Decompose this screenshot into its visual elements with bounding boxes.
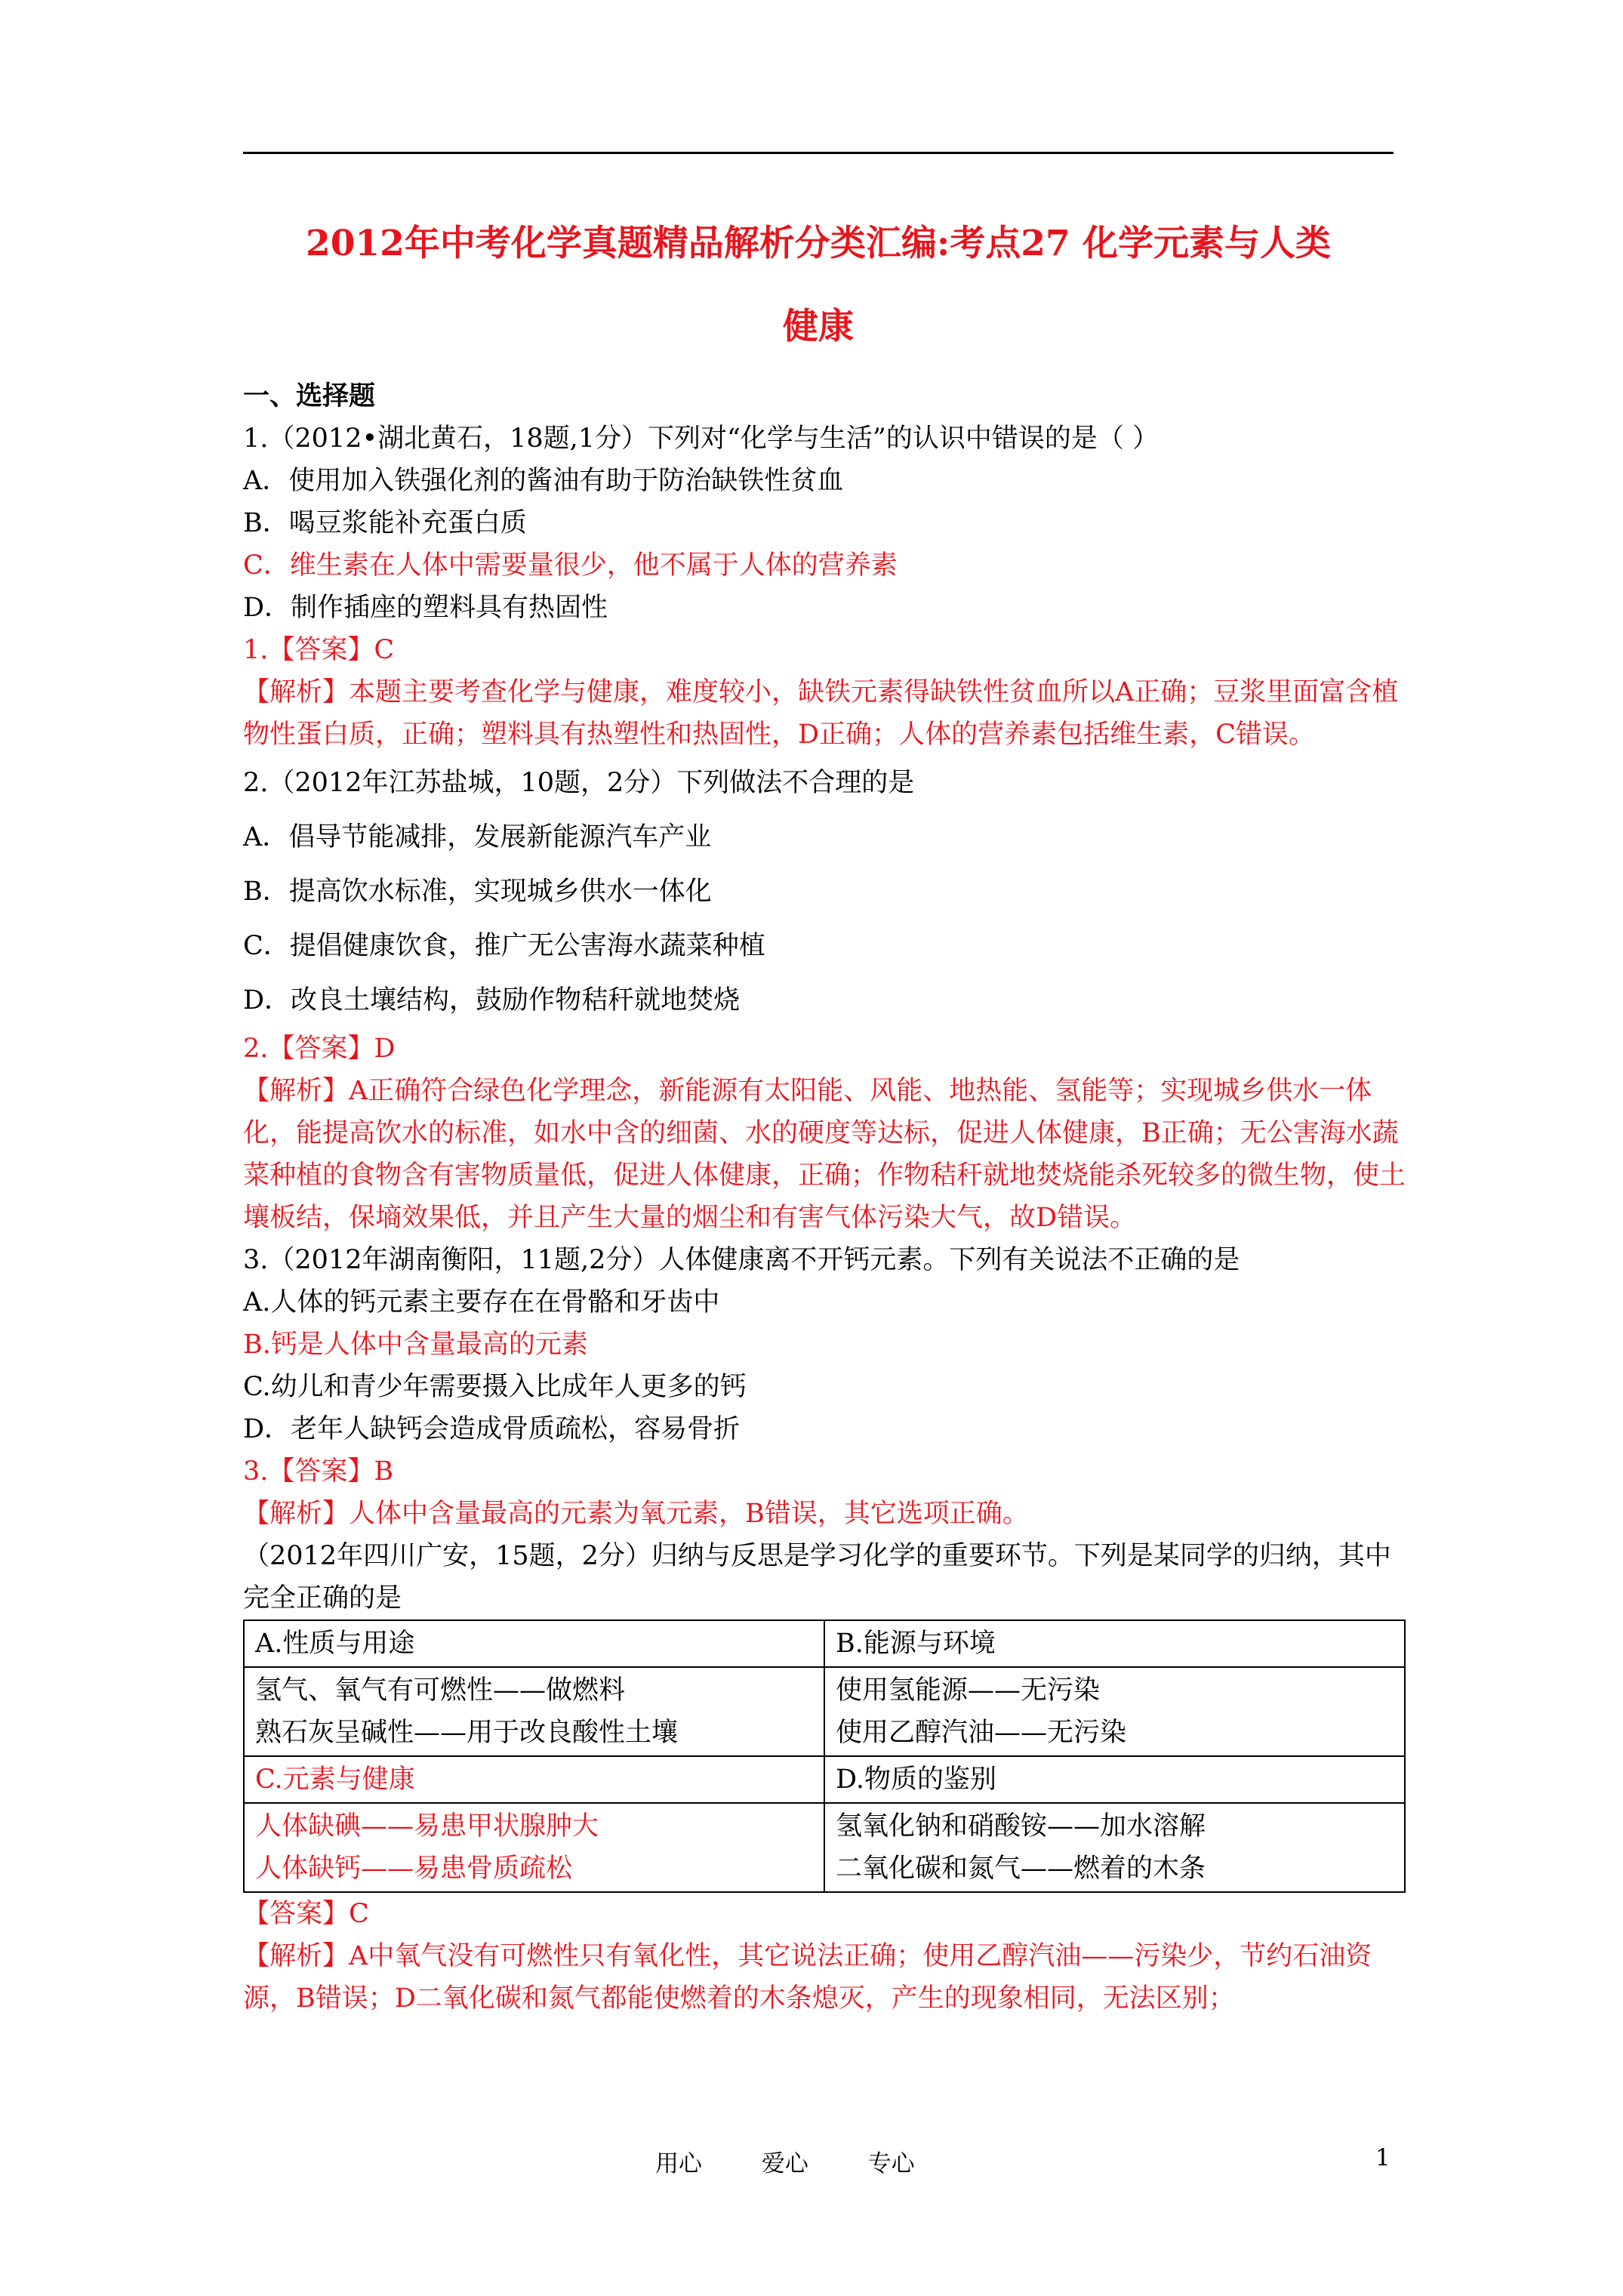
q2-option-a: A．倡导节能减排，发展新能源汽车产业 — [243, 822, 712, 852]
document-title-line-1: 2012年中考化学真题精品解析分类汇编:考点27 化学元素与人类 — [306, 223, 1331, 264]
q3-analysis: 【解析】人体中含量最高的元素为氧元素，B错误，其它选项正确。 — [243, 1499, 1029, 1529]
document-title-line-2: 健康 — [783, 306, 854, 347]
summary-table — [243, 1620, 1406, 1893]
q3-option-b: B.钙是人体中含量最高的元素 — [243, 1330, 588, 1360]
table-cell-b-head: B.能源与环境 — [824, 1620, 1405, 1667]
q3-stem: 3.（2012年湖南衡阳，11题,2分）人体健康离不开钙元素。下列有关说法不正确的是 — [243, 1245, 1240, 1275]
q4-stem: （2012年四川广安，15题，2分）归纳与反思是学习化学的重要环节。下列是某同学的归纳，其中完全正确的是 — [243, 1541, 1391, 1613]
table-c-line-2: 人体缺钙——易患骨质疏松 — [255, 1854, 573, 1884]
q2-option-b: B．提高饮水标准，实现城乡供水一体化 — [243, 877, 712, 907]
q2-analysis: 【解析】A正确符合绿色化学理念，新能源有太阳能、风能、地热能、氢能等；实现城乡供水一体化，能提高饮水的标准，如水中含的细菌、水的硬度等达标，促进人体健康，B正确；无公害海水蔬菜种植的食物含有害物质量低，促进人体健康，正确；作物秸秆就地焚烧能杀死较多的微生物，使土壤板结，保墒效果低，并且产生大量的烟尘和有害气体污染大气，故D错误。 — [243, 1076, 1406, 1233]
table-cell-a-head: A.性质与用途 — [244, 1620, 824, 1667]
header-rule — [243, 152, 1394, 154]
table-d-line-1: 氢氧化钠和硝酸铵——加水溶解 — [836, 1811, 1206, 1841]
q2-answer: 2.【答案】D — [243, 1034, 396, 1064]
table-c-line-1: 人体缺碘——易患甲状腺肿大 — [255, 1811, 599, 1841]
page-number: 1 — [1375, 2144, 1390, 2171]
table-b-line-1: 使用氢能源——无污染 — [836, 1675, 1101, 1706]
table-cell-b-body — [824, 1667, 1405, 1756]
table-cell-d-head: D.物质的鉴别 — [824, 1756, 1405, 1803]
table-cell-d-body — [824, 1803, 1405, 1892]
q3-answer: 3.【答案】B — [243, 1456, 394, 1487]
q1-answer: 1.【答案】C — [243, 635, 395, 665]
table-b-line-2: 使用乙醇汽油——无污染 — [836, 1718, 1127, 1748]
q4-answer: 【答案】C — [243, 1899, 369, 1929]
q1-option-c: C．维生素在人体中需要量很少，他不属于人体的营养素 — [243, 550, 898, 581]
q2-stem: 2.（2012年江苏盐城，10题，2分）下列做法不合理的是 — [243, 768, 915, 798]
table-cell-a-body — [244, 1667, 824, 1756]
q1-option-d: D．制作插座的塑料具有热固性 — [243, 593, 608, 623]
q1-analysis: 【解析】本题主要考查化学与健康，难度较小，缺铁元素得缺铁性贫血所以A正确；豆浆里面富含植物性蛋白质，正确；塑料具有热塑性和热固性，D正确；人体的营养素包括维生素，C错误。 — [243, 677, 1399, 750]
table-cell-c-head: C.元素与健康 — [244, 1756, 824, 1803]
q1-option-a: A．使用加入铁强化剂的酱油有助于防治缺铁性贫血 — [243, 466, 844, 496]
document-body — [243, 375, 1406, 2020]
q2-option-d: D．改良土壤结构，鼓励作物秸秆就地焚烧 — [243, 985, 741, 1015]
footer-motto: 用心 爱心 专心 — [655, 2150, 915, 2177]
q2-option-c: C．提倡健康饮食，推广无公害海水蔬菜种植 — [243, 931, 765, 961]
table-a-line-2: 熟石灰呈碱性——用于改良酸性土壤 — [255, 1718, 679, 1748]
q1-option-b: B．喝豆浆能补充蛋白质 — [243, 508, 527, 538]
q3-option-c: C.幼儿和青少年需要摄入比成年人更多的钙 — [243, 1372, 747, 1402]
q1-stem: 1.（2012•湖北黄石，18题,1分）下列对“化学与生活”的认识中错误的是（ ） — [243, 424, 1159, 454]
table-d-line-2: 二氧化碳和氮气——燃着的木条 — [836, 1854, 1206, 1884]
q3-option-d: D．老年人缺钙会造成骨质疏松，容易骨折 — [243, 1414, 741, 1444]
q3-option-a: A.人体的钙元素主要存在在骨骼和牙齿中 — [243, 1287, 720, 1318]
table-cell-c-body — [244, 1803, 824, 1892]
table-a-line-1: 氢气、氧气有可燃性——做燃料 — [255, 1675, 626, 1706]
section-heading: 一、选择题 — [243, 381, 376, 411]
q4-analysis: 【解析】A中氧气没有可燃性只有氧化性，其它说法正确；使用乙醇汽油——污染少，节约石油资源，B错误；D二氧化碳和氮气都能使燃着的木条熄灭，产生的现象相同，无法区别； — [243, 1941, 1372, 2014]
